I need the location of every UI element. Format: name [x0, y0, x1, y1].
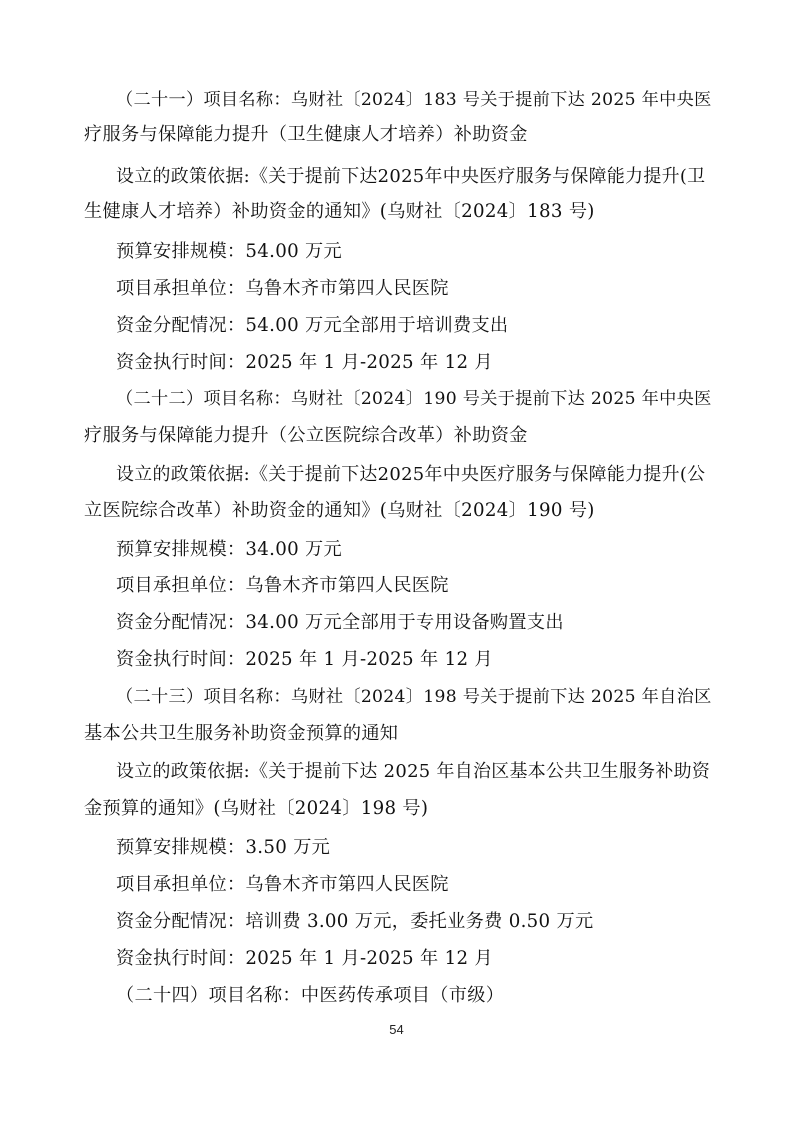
section-22-unit: 项目承担单位：乌鲁木齐市第四人民医院: [116, 575, 449, 596]
section-21-policy-line1: 设立的政策依据:《关于提前下达2025年中央医疗服务与保障能力提升(卫: [116, 166, 706, 187]
section-24-heading-line1: （二十四）项目名称：中医药传承项目（市级）: [116, 985, 505, 1006]
section-23-budget: 预算安排规模：3.50 万元: [116, 837, 331, 858]
section-23-allocation: 资金分配情况：培训费 3.00 万元，委托业务费 0.50 万元: [116, 911, 594, 932]
section-22-policy-line1: 设立的政策依据:《关于提前下达2025年中央医疗服务与保障能力提升(公: [116, 464, 706, 485]
section-22-heading-line2: 疗服务与保障能力提升（公立医院综合改革）补助资金: [84, 425, 528, 446]
section-23-policy-line2: 金预算的通知》(乌财社〔2024〕198 号): [84, 798, 429, 819]
section-22-policy-line2: 立医院综合改革）补助资金的通知》(乌财社〔2024〕190 号): [84, 500, 595, 521]
page-number: 54: [389, 1022, 404, 1037]
section-21-allocation: 资金分配情况：54.00 万元全部用于培训费支出: [116, 315, 509, 336]
section-21-budget: 预算安排规模：54.00 万元: [116, 241, 343, 262]
section-22-allocation: 资金分配情况：34.00 万元全部用于专用设备购置支出: [116, 612, 564, 633]
section-21-period: 资金执行时间：2025 年 1 月-2025 年 12 月: [116, 352, 493, 373]
section-22-period: 资金执行时间：2025 年 1 月-2025 年 12 月: [116, 649, 493, 670]
section-21-unit: 项目承担单位：乌鲁木齐市第四人民医院: [116, 278, 449, 299]
section-23-unit: 项目承担单位：乌鲁木齐市第四人民医院: [116, 874, 449, 895]
section-22-budget: 预算安排规模：34.00 万元: [116, 539, 343, 560]
section-23-policy-line1: 设立的政策依据:《关于提前下达 2025 年自治区基本公共卫生服务补助资: [116, 761, 711, 782]
section-21-heading-line2: 疗服务与保障能力提升（卫生健康人才培养）补助资金: [84, 124, 528, 145]
section-23-period: 资金执行时间：2025 年 1 月-2025 年 12 月: [116, 948, 493, 969]
section-23-heading-line1: （二十三）项目名称：乌财社〔2024〕198 号关于提前下达 2025 年自治区: [116, 687, 712, 707]
section-21-heading-line1: （二十一）项目名称：乌财社〔2024〕183 号关于提前下达 2025 年中央医: [116, 90, 712, 110]
section-22-heading-line1: （二十二）项目名称：乌财社〔2024〕190 号关于提前下达 2025 年中央医: [116, 389, 712, 409]
section-23-heading-line2: 基本公共卫生服务补助资金预算的通知: [84, 723, 399, 744]
section-21-policy-line2: 生健康人才培养）补助资金的通知》(乌财社〔2024〕183 号): [84, 201, 595, 222]
